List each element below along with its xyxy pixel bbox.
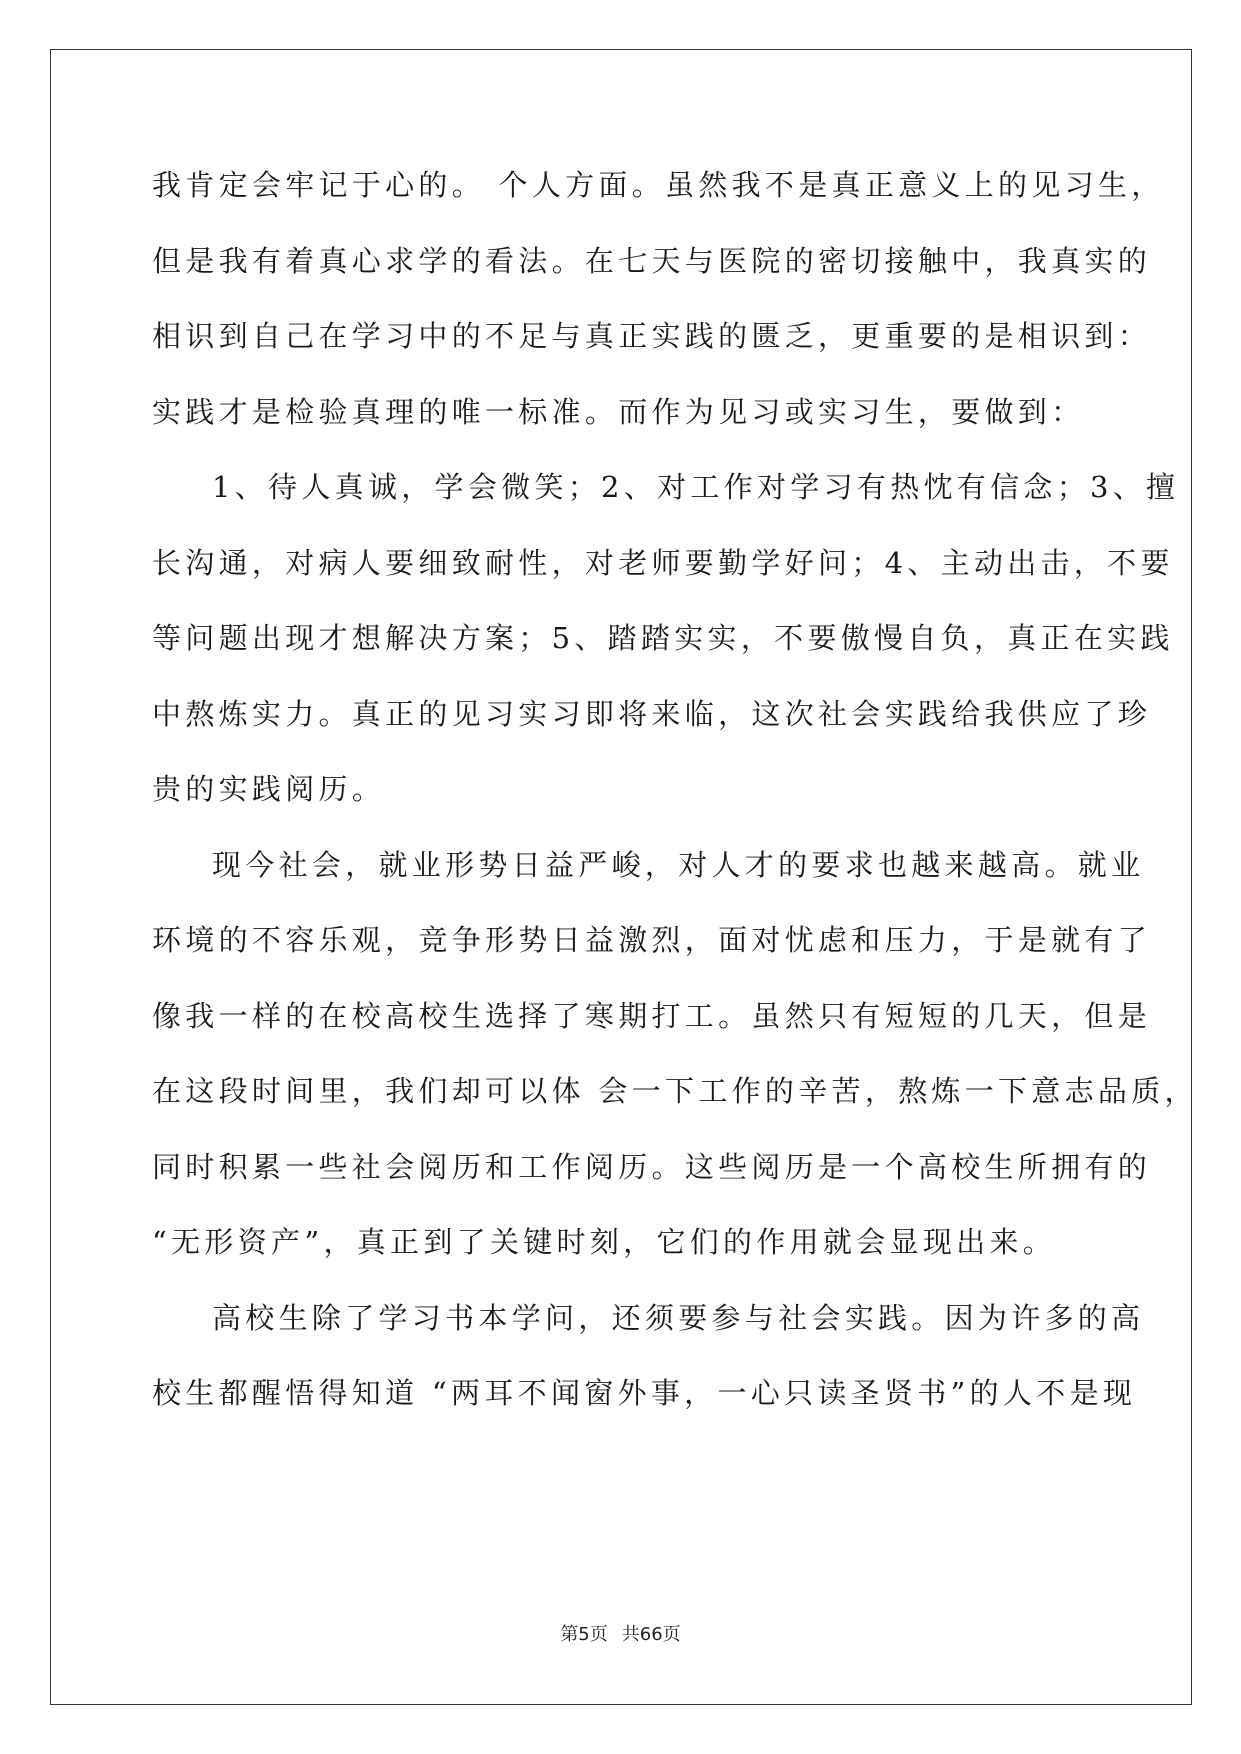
text-line: 高校生除了学习书本学问，还须要参与社会实践。因为许多的高	[212, 1301, 1145, 1335]
text-line: 但是我有着真心求学的看法。在七天与医院的密切接触中，我真实的	[152, 244, 1152, 278]
text-line: 像我一样的在校高校生选择了寒期打工。虽然只有短短的几天，但是	[152, 999, 1152, 1033]
text-line: 实践才是检验真理的唯一标准。而作为见习或实习生，要做到：	[152, 395, 1085, 429]
text-line: 1、待人真诚，学会微笑；2、对工作对学习有热忱有信念；3、擅	[212, 470, 1180, 504]
text-line: 我肯定会牢记于心的。 个人方面。虽然我不是真正意义上的见习生，	[152, 168, 1165, 202]
text-line: 中熬炼实力。真正的见习实习即将来临，这次社会实践给我供应了珍	[152, 697, 1152, 731]
text-line: “无形资产”，真正到了关键时刻，它们的作用就会显现出来。	[152, 1225, 1057, 1259]
page-number: 第5页	[560, 1624, 608, 1645]
text-line: 相识到自己在学习中的不足与真正实践的匮乏，更重要的是相识到：	[152, 319, 1152, 353]
text-line: 贵的实践阅历。	[152, 772, 386, 806]
text-line: 长沟通，对病人要细致耐性，对老师要勤学好问；4、主动出击，不要	[152, 546, 1174, 580]
text-line: 同时积累一些社会阅历和工作阅历。这些阅历是一个高校生所拥有的	[152, 1150, 1152, 1184]
text-line: 在这段时间里，我们却可以体 会一下工作的辛苦，熬炼一下意志品质，	[152, 1074, 1198, 1108]
page-footer	[0, 1620, 1241, 1646]
text-line: 等问题出现才想解决方案；5、踏踏实实，不要傲慢自负，真正在实践	[152, 621, 1174, 655]
text-line: 环境的不容乐观，竞争形势日益激烈，面对忧虑和压力，于是就有了	[152, 923, 1152, 957]
page-total: 共66页	[621, 1624, 681, 1645]
text-line: 现今社会，就业形势日益严峻，对人才的要求也越来越高。就业	[212, 848, 1145, 882]
text-line: 校生都醒悟得知道 “两耳不闻窗外事，一心只读圣贤书”的人不是现	[152, 1376, 1137, 1410]
